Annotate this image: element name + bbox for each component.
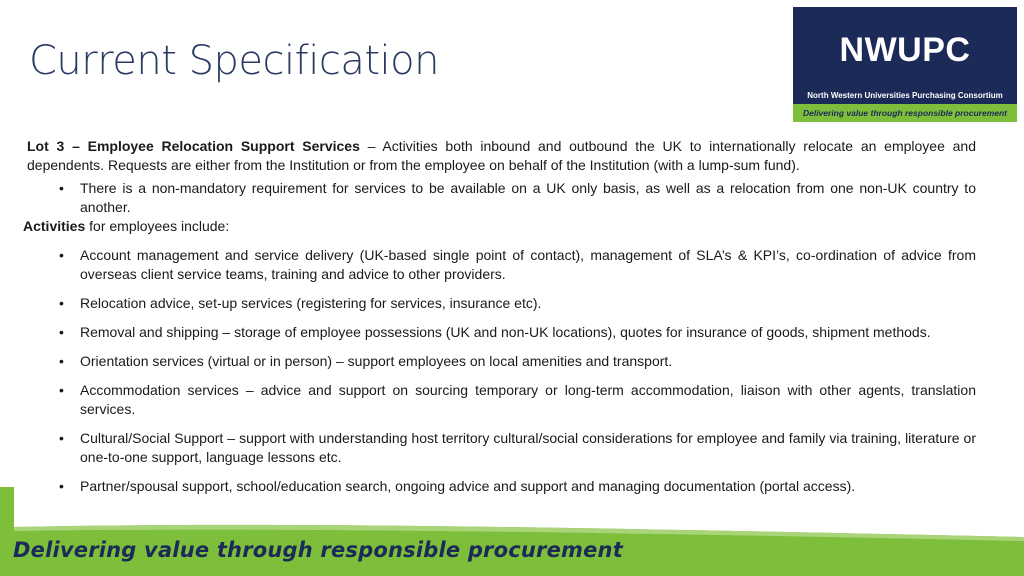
bullet-icon: •: [59, 382, 64, 398]
list-item: [23, 246, 976, 284]
list-item: [23, 179, 976, 217]
list-item: [23, 294, 976, 313]
logo-tagline: Delivering value through responsible procurement: [793, 104, 1017, 122]
logo-name: NWUPC: [839, 31, 971, 69]
list-item-text: Accommodation services – advice and support on sourcing temporary or long-term accommodation, liaison with other agents, translation services.: [80, 382, 976, 417]
footer-swoosh: [0, 487, 1024, 576]
list-item: [23, 323, 976, 342]
footer-banner: [0, 487, 1024, 576]
footer-tagline: Delivering value through responsible procurement: [13, 538, 623, 562]
intro-paragraph: [23, 137, 976, 175]
intro-text: – Activities both inbound and outbound the UK to internationally relocate an employee and dependents. Requests are either from the Institution or from the employee on behalf of the Institution (with a lump-sum fund).: [27, 138, 977, 173]
bullet-icon: •: [59, 247, 64, 263]
activities-heading: Activities: [23, 218, 86, 234]
activities-list: [23, 246, 976, 496]
list-item-text: There is a non-mandatory requirement for services to be available on a UK only basis, as well as a relocation from one non-UK country to another.: [80, 180, 976, 215]
intro-heading: Lot 3 – Employee Relocation Support Services: [27, 138, 360, 154]
specification-content: [23, 137, 976, 506]
logo-subtitle: North Western Universities Purchasing Consortium: [807, 91, 1003, 100]
activities-text: for employees include:: [85, 218, 230, 234]
bullet-icon: •: [59, 324, 64, 340]
list-item: [23, 381, 976, 419]
list-item: [23, 352, 976, 371]
list-item-text: Removal and shipping – storage of employee possessions (UK and non-UK locations), quotes for insurance of goods, shipment methods.: [80, 324, 931, 340]
bullet-icon: •: [59, 478, 64, 494]
list-item-text: Cultural/Social Support – support with understanding host territory cultural/social considerations for employee and family via training, literature or one-to-one support, language lessons etc.: [80, 430, 976, 465]
list-item-text: Account management and service delivery (UK-based single point of contact), management of SLA’s & KPI’s, co-ordination of advice from overseas client service teams, training and advice to other providers.: [80, 247, 976, 282]
nwupc-logo: [793, 7, 1017, 122]
bullet-icon: •: [59, 295, 64, 311]
page-title: Current Specification: [29, 38, 439, 84]
bullet-icon: •: [59, 180, 64, 196]
activities-paragraph: [23, 217, 976, 236]
list-item-text: Relocation advice, set-up services (registering for services, insurance etc).: [80, 295, 542, 311]
bullet-icon: •: [59, 430, 64, 446]
list-item: [23, 429, 976, 467]
list-item-text: Orientation services (virtual or in person) – support employees on local amenities and transport.: [80, 353, 673, 369]
list-item-text: Partner/spousal support, school/education search, ongoing advice and support and managing documentation (portal access).: [80, 478, 856, 494]
bullet-icon: •: [59, 353, 64, 369]
intro-bullet-list: [23, 179, 976, 217]
